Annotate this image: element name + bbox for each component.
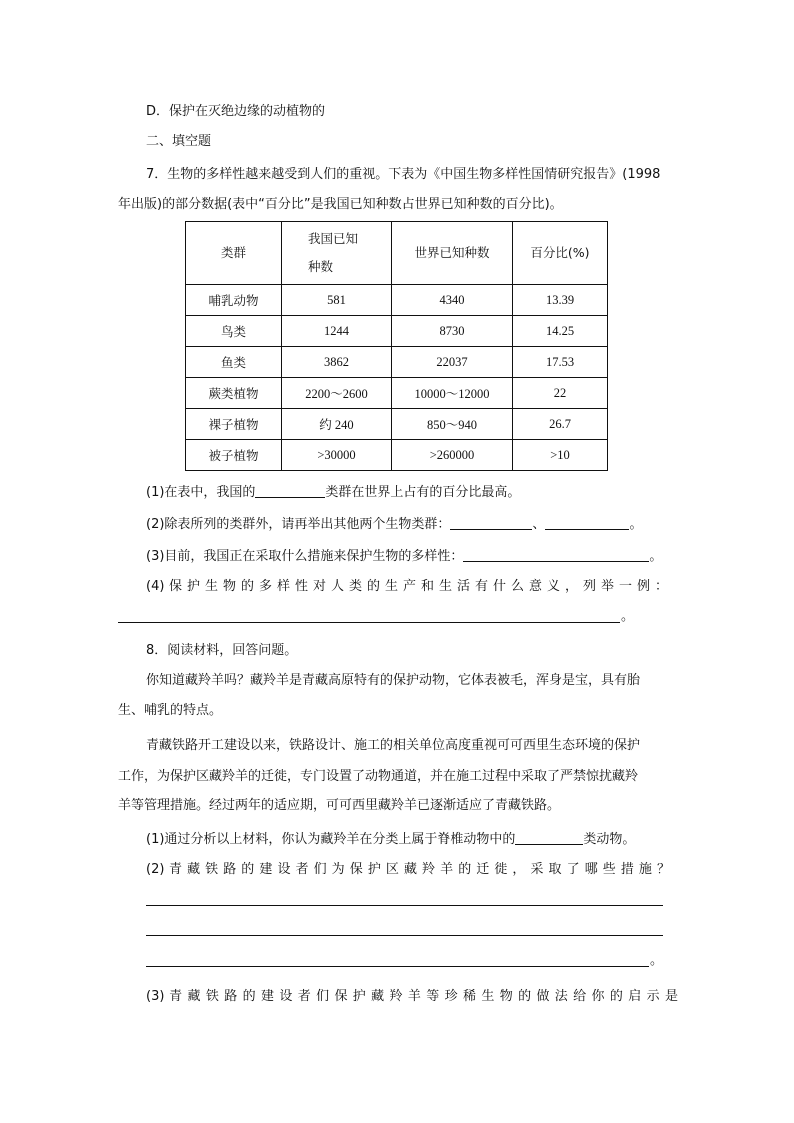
biodiversity-table xyxy=(185,221,608,471)
section-title: 二、填空题 xyxy=(146,134,212,149)
q7-sub1-text-b: 类群在世界上占有的百分比最高。 xyxy=(325,485,521,500)
q8-sub1-text-b: 类动物。 xyxy=(583,832,636,847)
table-cell: 13.39 xyxy=(513,285,608,316)
table-cell: 1244 xyxy=(282,316,392,347)
table-cell: >260000 xyxy=(392,440,513,471)
table-cell: 鱼类 xyxy=(186,347,282,378)
answer-line[interactable] xyxy=(146,905,663,906)
q7-sub2-text-b: 、 xyxy=(532,517,546,532)
table-cell: >30000 xyxy=(282,440,392,471)
q7-sub3 xyxy=(146,547,662,566)
table-cell: 被子植物 xyxy=(186,440,282,471)
table-cell: 14.25 xyxy=(513,316,608,347)
q8-p2-line3: 羊等管理措施。经过两年的适应期，可可西里藏羚羊已逐渐适应了青藏铁路。 xyxy=(118,798,561,813)
table-row xyxy=(186,378,608,409)
q8-sub2-end: 。 xyxy=(650,953,664,968)
q8-sub1-text-a: (1)通过分析以上材料，你认为藏羚羊在分类上属于脊椎动物中的 xyxy=(146,832,516,847)
table-cell: 581 xyxy=(282,285,392,316)
header-cell: 我国已知种数 xyxy=(282,222,392,285)
q7-sub1-text-a: (1)在表中，我国的 xyxy=(146,485,256,500)
table-cell: 26.7 xyxy=(513,409,608,440)
table-cell: 10000～12000 xyxy=(392,378,513,409)
table-cell: 2200～2600 xyxy=(282,378,392,409)
answer-line[interactable] xyxy=(146,935,663,936)
table-cell: 蕨类植物 xyxy=(186,378,282,409)
option-d: D．保护在灭绝边缘的动植物的 xyxy=(146,104,326,119)
answer-blank[interactable] xyxy=(255,483,325,498)
table-cell: 约 240 xyxy=(282,409,392,440)
table-row xyxy=(186,440,608,471)
table-cell: 22037 xyxy=(392,347,513,378)
answer-blank[interactable] xyxy=(515,830,583,845)
q7-intro-line1: 7．生物的多样性越来越受到人们的重视。下表为《中国生物多样性国情研究报告》(1998 xyxy=(146,167,661,182)
table-cell: 850～940 xyxy=(392,409,513,440)
table-cell: 17.53 xyxy=(513,347,608,378)
q7-sub3-text-a: (3)目前，我国正在采取什么措施来保护生物的多样性： xyxy=(146,549,464,564)
q7-sub2-text-c: 。 xyxy=(629,517,643,532)
q8-p2-line1: 青藏铁路开工建设以来，铁路设计、施工的相关单位高度重视可可西里生态环境的保护 xyxy=(146,738,641,753)
table-cell: 8730 xyxy=(392,316,513,347)
q8-sub1 xyxy=(146,830,635,849)
table-cell: 裸子植物 xyxy=(186,409,282,440)
table-row xyxy=(186,316,608,347)
q8-title: 8．阅读材料，回答问题。 xyxy=(146,643,298,658)
header-cell: 类群 xyxy=(186,222,282,285)
table-cell: 鸟类 xyxy=(186,316,282,347)
table-cell: 3862 xyxy=(282,347,392,378)
q7-sub3-text-b: 。 xyxy=(649,549,663,564)
q7-sub4-end: 。 xyxy=(621,609,635,624)
q7-intro-line2: 年出版)的部分数据(表中“百分比”是我国已知种数占世界已知种数的百分比)。 xyxy=(118,197,563,212)
table-cell: >10 xyxy=(513,440,608,471)
q8-p1-line2: 生、哺乳的特点。 xyxy=(118,703,223,718)
answer-blank[interactable] xyxy=(463,547,649,562)
q7-sub2 xyxy=(146,515,642,534)
answer-blank[interactable] xyxy=(545,515,629,530)
answer-line[interactable] xyxy=(118,622,620,623)
q8-p1-line1: 你知道藏羚羊吗？藏羚羊是青藏高原特有的保护动物，它体表被毛，浑身是宝，具有胎 xyxy=(146,673,641,688)
q8-sub3: (3) 青 藏 铁 路 的 建 设 者 们 保 护 藏 羚 羊 等 珍 稀 生 物 的 做 法 给 你 的 启 示 是 xyxy=(146,989,678,1004)
header-cell: 世界已知种数 xyxy=(392,222,513,285)
answer-blank[interactable] xyxy=(450,515,532,530)
table-cell: 22 xyxy=(513,378,608,409)
table-row xyxy=(186,347,608,378)
table-cell: 哺乳动物 xyxy=(186,285,282,316)
q8-p2-line2: 工作，为保护区藏羚羊的迁徙，专门设置了动物通道，并在施工过程中采取了严禁惊扰藏羚 xyxy=(118,769,639,784)
table-row xyxy=(186,409,608,440)
q7-sub4: (4) 保 护 生 物 的 多 样 性 对 人 类 的 生 产 和 生 活 有 什 么 意 义 ， 列 举 一 例 ： xyxy=(146,579,668,594)
q7-sub1 xyxy=(146,483,520,502)
table-cell: 4340 xyxy=(392,285,513,316)
table-row xyxy=(186,285,608,316)
table-header-row xyxy=(186,222,608,285)
q7-sub2-text-a: (2)除表所列的类群外，请再举出其他两个生物类群： xyxy=(146,517,451,532)
q8-sub2: (2) 青 藏 铁 路 的 建 设 者 们 为 保 护 区 藏 羚 羊 的 迁 徙 ， 采 取 了 哪 些 措 施 ？ xyxy=(146,862,670,877)
answer-line[interactable] xyxy=(146,966,649,967)
header-cell: 百分比(%) xyxy=(513,222,608,285)
